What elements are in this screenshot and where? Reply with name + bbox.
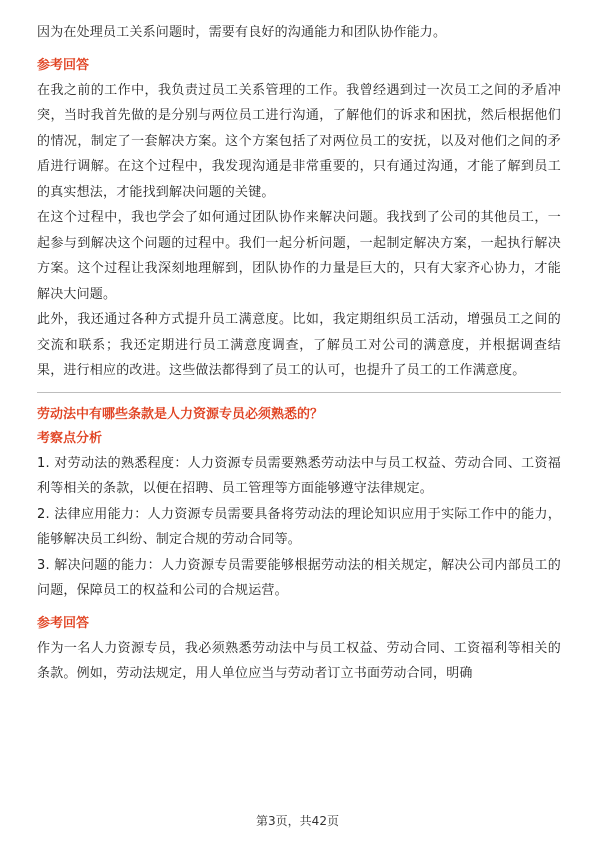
section-divider [37, 392, 561, 393]
analysis-point: 3. 解决问题的能力：人力资源专员需要能够根据劳动法的相关规定，解决公司内部员工的问题，保障员工的权益和公司的合规运营。 [37, 557, 561, 598]
answer-paragraph: 在这个过程中，我也学会了如何通过团队协作来解决问题。我找到了公司的其他员工，一起参与到解决这个问题的过程中。我们一起分析问题，一起制定解决方案，一起执行解决方案。这个过程让我深刻地理解到，团队协作的力量是巨大的，只有大家齐心协力，才能解决大问题。 [37, 210, 561, 302]
document-page [37, 20, 561, 687]
intro-text: 因为在处理员工关系问题时，需要有良好的沟通能力和团队协作能力。 [37, 25, 447, 40]
analysis-point: 1. 对劳动法的熟悉程度：人力资源专员需要熟悉劳动法中与员工权益、劳动合同、工资福利等相关的条款，以便在招聘、员工管理等方面能够遵守法律规定。 [37, 455, 561, 496]
answer-paragraph: 作为一名人力资源专员，我必须熟悉劳动法中与员工权益、劳动合同、工资福利等相关的条款。例如，劳动法规定，用人单位应当与劳动者订立书面劳动合同，明确 [37, 640, 561, 681]
question-heading: 劳动法中有哪些条款是人力资源专员必须熟悉的？ [37, 406, 324, 422]
analysis-point: 2. 法律应用能力：人力资源专员需要具备将劳动法的理论知识应用于实际工作中的能力，能够解决员工纠纷、制定合规的劳动合同等。 [37, 506, 561, 547]
reference-answer-heading: 参考回答 [37, 57, 90, 73]
page-footer: 第3页，共42页 [256, 814, 339, 828]
answer-paragraph: 此外，我还通过各种方式提升员工满意度。比如，我定期组织员工活动，增强员工之间的交流和联系；我还定期进行员工满意度调查，了解员工对公司的满意度，并根据调查结果，进行相应的改进。这些做法都得到了员工的认可，也提升了员工的工作满意度。 [37, 312, 561, 378]
reference-answer-heading: 参考回答 [37, 615, 90, 631]
answer-paragraph: 在我之前的工作中，我负责过员工关系管理的工作。我曾经遇到过一次员工之间的矛盾冲突，当时我首先做的是分别与两位员工进行沟通，了解他们的诉求和困扰，然后根据他们的情况，制定了一套解决方案。这个方案包括了对两位员工的安抚，以及对他们之间的矛盾进行调解。在这个过程中，我发现沟通是非常重要的，只有通过沟通，才能了解到员工的真实想法，才能找到解决问题的关键。 [37, 82, 561, 200]
analysis-heading: 考察点分析 [37, 430, 103, 446]
